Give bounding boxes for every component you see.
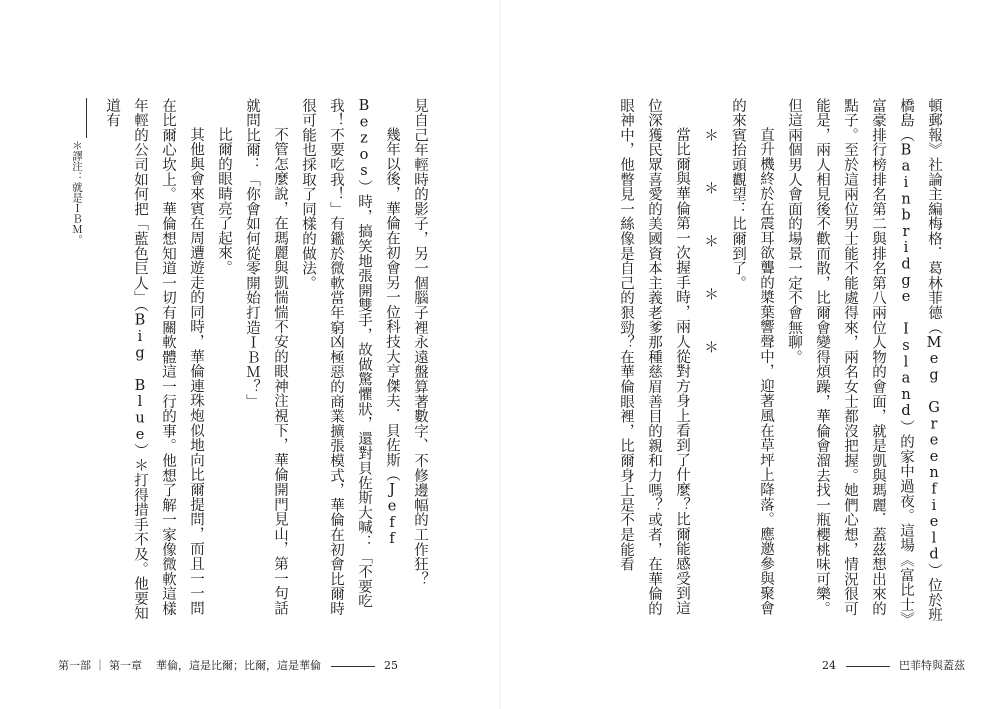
right-page-number: 24 [822,659,836,672]
footnote: ＊譯注：就是ＩＢＭ。 [71,140,83,245]
footer-book-title: 巴菲特與蓋茲 [899,659,965,672]
paragraph: 見自己年輕時的影子，另一個腦子裡永遠盤算著數字、不修邊幅的工作狂？ [412,98,428,587]
paragraph: 直升機終於在震耳欲聾的槳葉響聲中，迎著風在草坪上降落。應邀參與聚會的來賓抬頭觀望：比爾到了。 [730,98,774,616]
paragraph: 幾年以後，華倫在初會另一位科技大亨傑夫．貝佐斯（Jeff Bezos）時，搞笑地張開雙手，故做驚懼狀，還對貝佐斯大喊：「不要吃我！不要吃我！」有鑑於微軟當年窮凶極惡的商業擴張模式，華倫在初會比爾時很可能也採取了同樣的做法。 [300,98,400,616]
footnote-rule [86,98,87,138]
right-page [500,0,1000,709]
footer-part: 第一部 [58,659,91,672]
paragraph: 當比爾與華倫第一次握手時，兩人從對方身上看到了什麼？比爾能感受到這位深獲民眾喜愛的美國資本主義老爹那種慈眉善目的親和力嗎？或者，在華倫的眼神中，他瞥見一絲像是自己的狠勁？在華倫眼裡，比爾身上是不是能看 [618,98,690,616]
footer-chapter-title: 華倫，這是比爾；比爾，這是華倫 [156,659,321,672]
paragraph: 不管怎麼說，在瑪麗與凱惴惴不安的眼神注視下，華倫開門見山，第一句話就問比爾：「你會如何從零開始打造ＩＢＭ？」 [244,98,288,616]
left-page-body [94,98,434,623]
right-page-footer [822,658,965,674]
footer-chapter: 第一章 [109,659,142,672]
paragraph: 其他與會來賓在周遭遊走的同時，華倫連珠炮似地向比爾提問，而且一一問在比爾心坎上。華倫想知道一切有關軟體這一行的事。他想了解一家像微軟這樣年輕的公司如何把「藍色巨人」（Big Blue）＊打得措手不及。他要知道有 [104,98,204,621]
section-break: ＊ ＊ ＊ ＊ ＊ [702,128,718,367]
paragraph: 比爾的眼睛亮了起來。 [216,127,232,275]
left-page-number: 25 [384,659,398,672]
paragraph: 頓郵報》社論主編梅格．葛林菲德（Meg Greenfield）位於班橋島（Bainbridge Island）的家中過夜。這場《富比士》富豪排行榜排名第二與排名第八兩位人物的會面，就是凱與瑪麗．蓋茲想出來的點子。至於這兩位男士能不能處得來，兩名女士都沒把握。她們心想，情況很可能是，兩人相見後不歡而散，比爾會變得煩躁，華倫會溜去找一瓶櫻桃味可樂。但這兩個男人會面的場景一定不會無聊。 [786,98,942,623]
footer-rule [846,666,890,667]
right-page-body [596,98,948,623]
footer-rule [331,666,375,667]
footer-sep: ｜ [94,659,106,672]
left-page-footer [58,658,398,674]
